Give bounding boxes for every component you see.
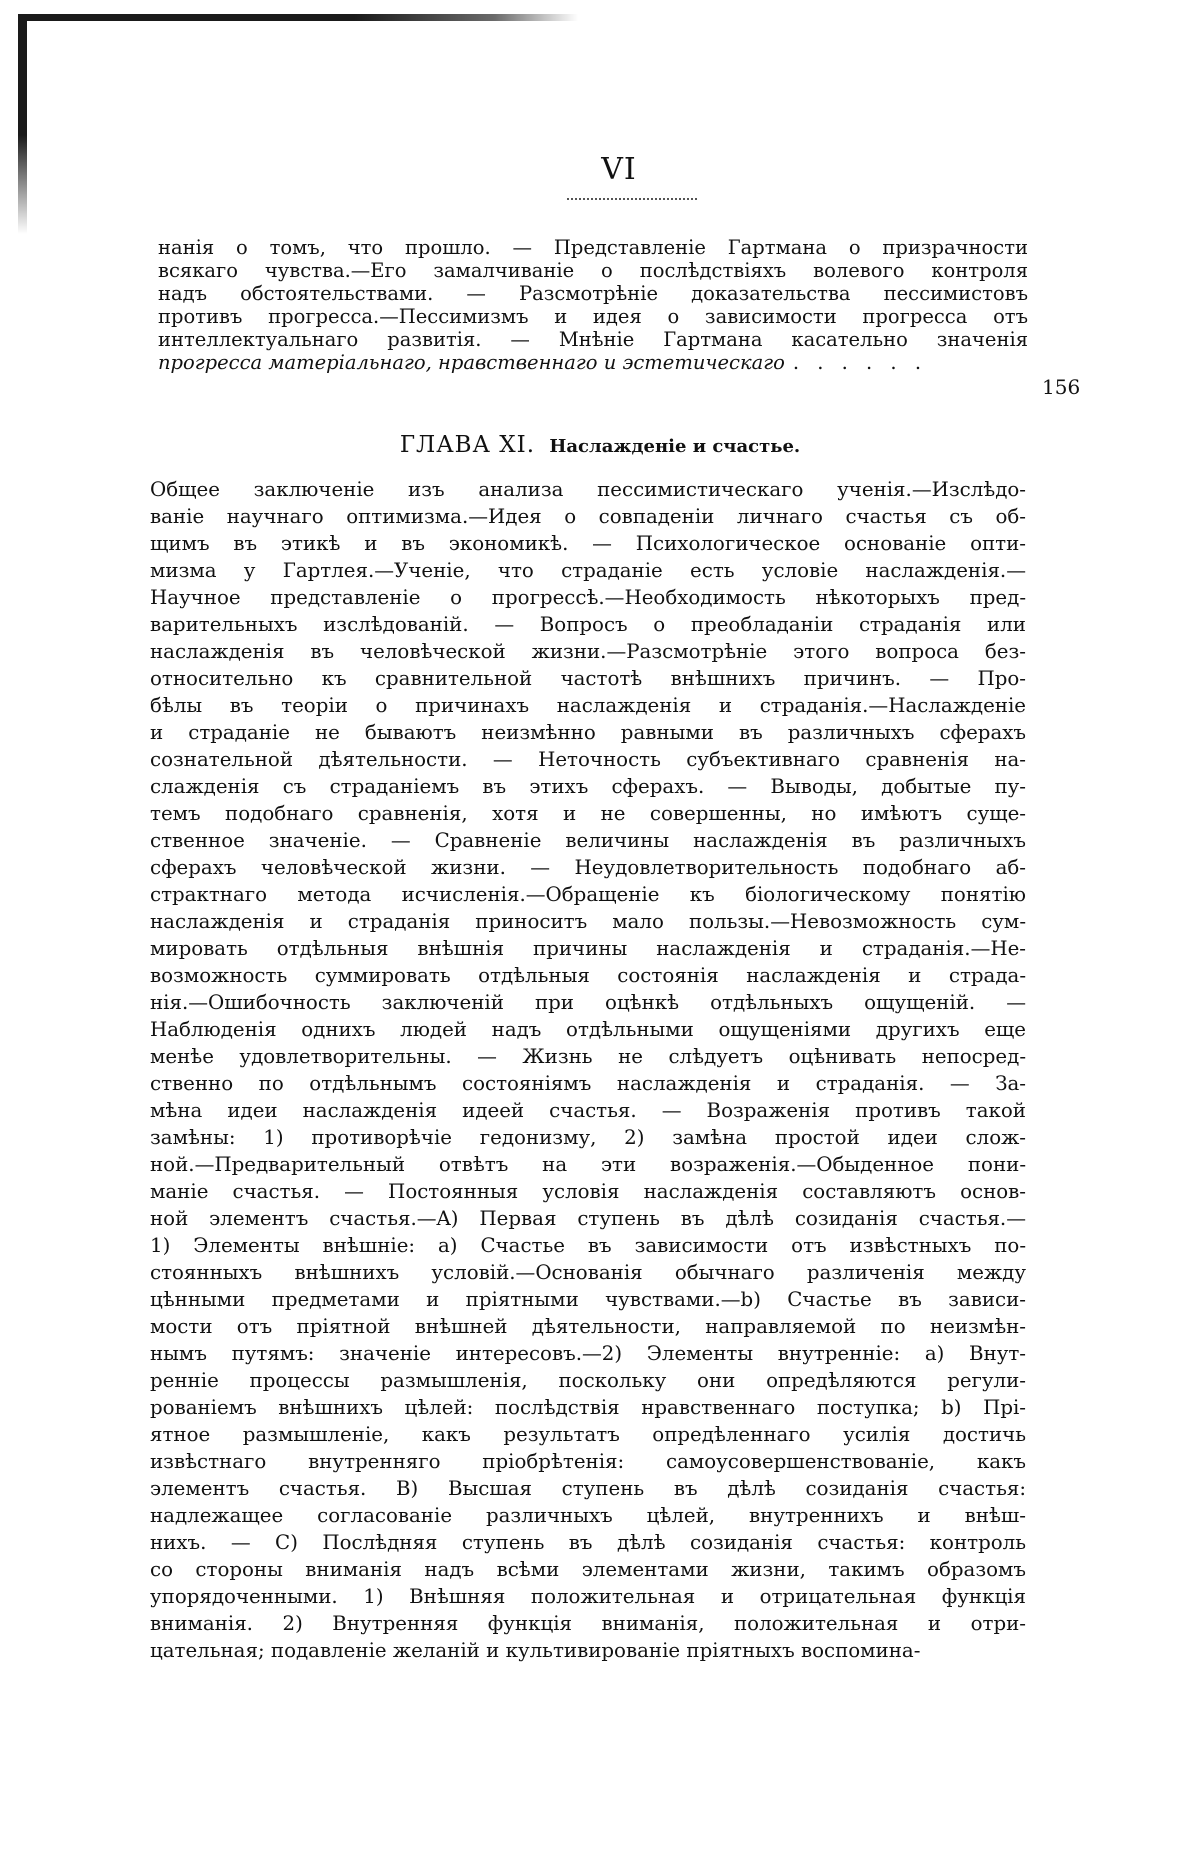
summary-line: Наблюденія однихъ людей надъ отдѣльными ощущеніями другихъ еще xyxy=(150,1018,1026,1041)
toc-last-line-text: прогресса матеріальнаго, нравственнаго и эстетическаго xyxy=(158,351,785,374)
summary-line: маніе счастья. — Постоянныя условія наслажденія составляютъ основ- xyxy=(150,1180,1026,1203)
toc-line: нанія о томъ, что прошло. — Представленіе Гартмана о призрачности xyxy=(158,236,1028,259)
summary-line: бѣлы въ теоріи о причинахъ наслажденія и страданія.—Наслажденіе xyxy=(150,694,1026,717)
summary-line: нихъ. — C) Послѣдняя ступень въ дѣлѣ созиданія счастья: контроль xyxy=(150,1531,1026,1554)
summary-line: Научное представленіе о прогрессѣ.—Необходимость нѣкоторыхъ пред- xyxy=(150,586,1026,609)
summary-line: ственно по отдѣльнымъ состояніямъ наслажденія и страданія. — За- xyxy=(150,1072,1026,1095)
summary-line: нія.—Ошибочность заключеній при оцѣнкѣ отдѣльныхъ ощущеній. — xyxy=(150,991,1026,1014)
toc-continuation xyxy=(158,236,1028,374)
toc-line: надъ обстоятельствами. — Разсмотрѣніе доказательства пессимистовъ xyxy=(158,282,1028,305)
summary-line: извѣстнаго внутренняго пріобрѣтенія: самоусовершенствованіе, какъ xyxy=(150,1450,1026,1473)
summary-line: ственное значеніе. — Сравненіе величины наслажденія въ различныхъ xyxy=(150,829,1026,852)
summary-line: сферахъ человѣческой жизни. — Неудовлетворительность подобнаго аб- xyxy=(150,856,1026,879)
summary-line: темъ подобнаго сравненія, хотя и не совершенны, но имѣютъ суще- xyxy=(150,802,1026,825)
toc-line: интеллектуальнаго развитія. — Мнѣніе Гартмана касательно значенія xyxy=(158,328,1028,351)
toc-last-line xyxy=(158,351,1028,374)
summary-line: рованіемъ внѣшнихъ цѣлей: послѣдствія нравственнаго поступка; b) Прі- xyxy=(150,1396,1026,1419)
scan-shadow-left xyxy=(18,14,27,234)
toc-line: противъ прогресса.—Пессимизмъ и идея о зависимости прогресса отъ xyxy=(158,305,1028,328)
summary-line: возможность суммировать отдѣльныя состоянія наслажденія и страда- xyxy=(150,964,1026,987)
toc-line: всякаго чувства.—Его замалчиваніе о послѣдствіяхъ волевого контроля xyxy=(158,259,1028,282)
summary-line: относительно къ сравнительной частотѣ внѣшнихъ причинъ. — Про- xyxy=(150,667,1026,690)
summary-line: со стороны вниманія надъ всѣми элементами жизни, такимъ образомъ xyxy=(150,1558,1026,1581)
summary-line: наслажденія и страданія приноситъ мало пользы.—Невозможность сум- xyxy=(150,910,1026,933)
summary-line: мировать отдѣльныя внѣшнія причины наслажденія и страданія.—Не- xyxy=(150,937,1026,960)
summary-line: замѣны: 1) противорѣчіе гедонизму, 2) замѣна простой идеи слож- xyxy=(150,1126,1026,1149)
summary-line: элементъ счастья. B) Высшая ступень въ дѣлѣ созиданія счастья: xyxy=(150,1477,1026,1500)
summary-line: упорядоченными. 1) Внѣшняя положительная и отрицательная функція xyxy=(150,1585,1026,1608)
scan-shadow-top xyxy=(18,14,578,21)
summary-line: ной элементъ счастья.—A) Первая ступень въ дѣлѣ созиданія счастья.— xyxy=(150,1207,1026,1230)
summary-line: мизма у Гартлея.—Ученіе, что страданіе есть условіе наслажденія.— xyxy=(150,559,1026,582)
summary-line: стоянныхъ внѣшнихъ условій.—Основанія обычнаго различенія между xyxy=(150,1261,1026,1284)
summary-line: варительныхъ изслѣдованій. — Вопросъ о преобладаніи страданія или xyxy=(150,613,1026,636)
toc-leader-dots: . . . . . . xyxy=(792,351,928,374)
summary-line: страктнаго метода исчисленія.—Обращеніе къ біологическому понятію xyxy=(150,883,1026,906)
summary-line: ятное размышленіе, какъ результатъ опредѣленнаго усилія достичь xyxy=(150,1423,1026,1446)
summary-line: сознательной дѣятельности. — Неточность субъективнаго сравненія на- xyxy=(150,748,1026,771)
page-number-rule xyxy=(567,198,697,200)
summary-line: слажденія съ страданіемъ въ этихъ сферахъ. — Выводы, добытые пу- xyxy=(150,775,1026,798)
summary-line: ваніе научнаго оптимизма.—Идея о совпаденіи личнаго счастья съ об- xyxy=(150,505,1026,528)
summary-line: мости отъ пріятной внѣшней дѣятельности, направляемой по неизмѣн- xyxy=(150,1315,1026,1338)
page-number: VI xyxy=(601,152,637,187)
summary-line: 1) Элементы внѣшніе: a) Счастье въ зависимости отъ извѣстныхъ по- xyxy=(150,1234,1026,1257)
summary-line: Общее заключеніе изъ анализа пессимистическаго ученія.—Изслѣдо- xyxy=(150,478,1026,501)
summary-line: нымъ путямъ: значеніе интересовъ.—2) Элементы внутренніе: a) Внут- xyxy=(150,1342,1026,1365)
summary-line: ренніе процессы размышленія, поскольку они опредѣляются регули- xyxy=(150,1369,1026,1392)
summary-line: ной.—Предварительный отвѣтъ на эти возраженія.—Обыденное пони- xyxy=(150,1153,1026,1176)
summary-line: и страданіе не бываютъ неизмѣнно равными въ различныхъ сферахъ xyxy=(150,721,1026,744)
summary-line: надлежащее согласованіе различныхъ цѣлей, внутреннихъ и внѣш- xyxy=(150,1504,1026,1527)
chapter-summary xyxy=(150,476,1026,1664)
summary-line: цательная; подавленіе желаній и культивированіе пріятныхъ воспомина- xyxy=(150,1639,921,1662)
summary-line: менѣе удовлетворительны. — Жизнь не слѣдуетъ оцѣнивать непосред- xyxy=(150,1045,1026,1068)
summary-line: мѣна идеи наслажденія идеей счастья. — Возраженія противъ такой xyxy=(150,1099,1026,1122)
chapter-heading xyxy=(0,432,1200,458)
summary-line: вниманія. 2) Внутренняя функція вниманія, положительная и отри- xyxy=(150,1612,1026,1635)
chapter-title: Наслажденіе и счастье. xyxy=(549,436,801,457)
toc-page-reference: 156 xyxy=(1042,375,1081,399)
summary-line: цѣнными предметами и пріятными чувствами.—b) Счастье въ зависи- xyxy=(150,1288,1026,1311)
chapter-label: ГЛАВА XI. xyxy=(399,432,536,458)
summary-line: наслажденія въ человѣческой жизни.—Разсмотрѣніе этого вопроса без- xyxy=(150,640,1026,663)
summary-line: щимъ въ этикѣ и въ экономикѣ. — Психологическое основаніе опти- xyxy=(150,532,1026,555)
